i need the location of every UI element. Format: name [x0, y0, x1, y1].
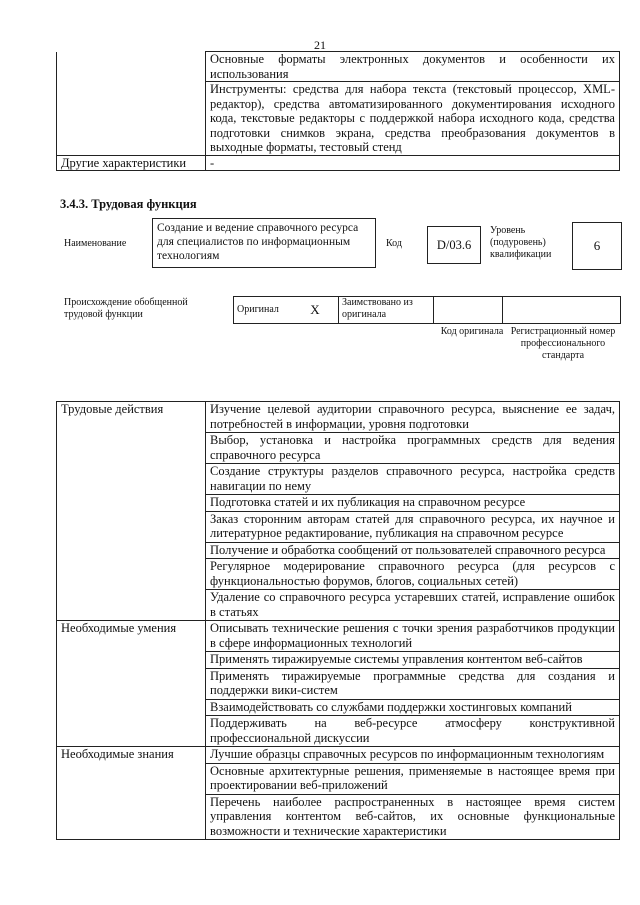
top-table — [56, 51, 620, 171]
group-item: Применять тиражируемые программные средства для создания и поддержки вики-систем — [206, 668, 620, 699]
group-item: Заказ сторонним авторам статей для справочного ресурса, их научное и литературное редактирование, публикация на справочном ресурсе — [206, 511, 620, 542]
code-caption: Код оригинала — [440, 326, 504, 337]
row-text: Основные форматы электронных документов и особенности их использования — [206, 52, 620, 82]
function-name: Создание и ведение справочного ресурса для специалистов по информационным технологиям — [157, 222, 359, 262]
level-value: 6 — [593, 238, 601, 253]
borrowed-label: Заимствовано из оригинала — [339, 297, 434, 324]
group-item: Применять тиражируемые системы управления контентом веб-сайтов — [206, 652, 620, 669]
code-value: D/03.6 — [436, 237, 472, 252]
code-label: Код — [386, 238, 402, 249]
table-row — [57, 82, 620, 156]
group-item: Подготовка статей и их публикация на справочном ресурсе — [206, 495, 620, 512]
group-item: Удаление со справочного ресурса устаревших статей, исправление ошибок в статьях — [206, 590, 620, 621]
function-name-box — [152, 218, 376, 268]
group-item: Поддерживать на веб-ресурсе атмосферу конструктивной профессиональной дискуссии — [206, 716, 620, 747]
original-code-cell — [434, 297, 503, 324]
group-label: Трудовые действия — [57, 402, 206, 621]
reg-caption: Регистрационный номер профессионального стандарта — [510, 326, 616, 361]
table-row — [234, 297, 621, 324]
row-label — [57, 82, 206, 156]
section-title: 3.4.3. Трудовая функция — [60, 197, 197, 211]
group-label: Необходимые умения — [57, 621, 206, 747]
level-box — [572, 222, 622, 270]
table-row — [57, 52, 620, 82]
group-item: Изучение целевой аудитории справочного ресурса, выяснение ее задач, потребностей в информации, уровня подготовки — [206, 402, 620, 433]
group-item: Получение и обработка сообщений от пользователей справочного ресурса — [206, 542, 620, 559]
name-label: Наименование — [64, 238, 127, 249]
group-item: Основные архитектурные решения, применяемые в настоящее время при проектировании веб-приложений — [206, 763, 620, 794]
code-box — [427, 226, 481, 264]
main-table — [56, 401, 620, 840]
group-item: Взаимодействовать со службами поддержки хостинговых компаний — [206, 699, 620, 716]
row-text: Инструменты: средства для набора текста (текстовый процессор, XML-редактор), средства автоматизированного документирования исходного кода, текстовые редакторы с поддержкой набора исходного кода, средства подготовки снимков экрана, средства преобразования документов в выходные форматы, тестовый стенд — [206, 82, 620, 156]
row-text: - — [206, 155, 620, 171]
table-row — [57, 402, 620, 433]
group-item: Создание структуры разделов справочного ресурса, настройка средств навигации по нему — [206, 464, 620, 495]
row-label — [57, 52, 206, 82]
table-row — [57, 747, 620, 764]
origin-table — [233, 296, 621, 324]
group-label: Необходимые знания — [57, 747, 206, 840]
page-number: 21 — [314, 38, 326, 52]
row-label: Другие характеристики — [57, 155, 206, 171]
original-label: Оригинал — [234, 297, 293, 324]
group-item: Регулярное модерирование справочного ресурса (для ресурсов с функциональностью форумов, блогов, социальных сетей) — [206, 559, 620, 590]
table-row — [57, 621, 620, 652]
original-mark: X — [292, 297, 339, 324]
group-item: Выбор, установка и настройка программных средств для ведения справочного ресурса — [206, 433, 620, 464]
group-item: Описывать технические решения с точки зрения разработчиков продукции в сфере информационных технологий — [206, 621, 620, 652]
group-item: Перечень наиболее распространенных в настоящее время систем управления контентом веб-сайтов, их основные функциональные возможности и технические характеристики — [206, 794, 620, 840]
reg-number-cell — [503, 297, 621, 324]
level-label: Уровень (подуровень) квалификации — [490, 225, 552, 260]
origin-label: Происхождение обобщенной трудовой функции — [64, 297, 188, 320]
table-row — [57, 155, 620, 171]
group-item: Лучшие образцы справочных ресурсов по информационным технологиям — [206, 747, 620, 764]
